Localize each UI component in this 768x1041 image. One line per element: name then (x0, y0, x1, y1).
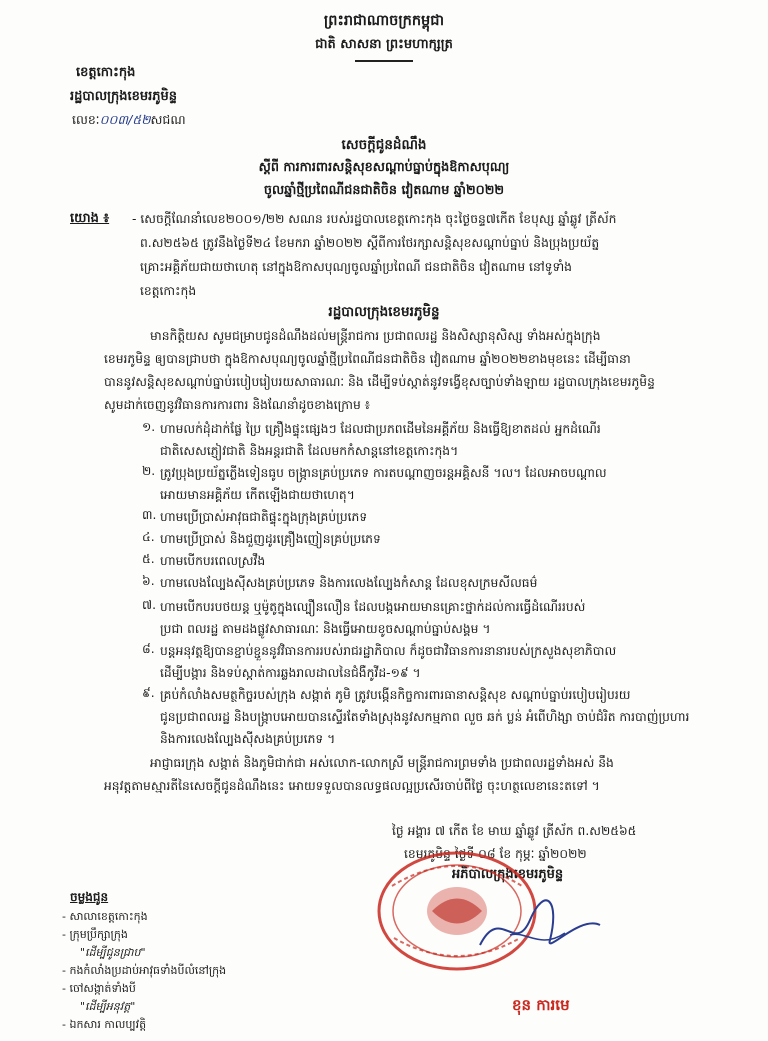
notice-title: សេចក្តីជូនដំណឹង (341, 137, 427, 153)
list-item (160, 506, 367, 528)
date-lunar: ថ្ងៃ អង្គារ ៧ កើត ខែ មាឃ ឆ្នាំឆ្លូវ ត្រីស័ក ព.ស២៥៦៥ (392, 824, 637, 838)
cc-item: "ដើម្បីជូនជ្រាប" (80, 946, 146, 959)
item-line: ហាមលក់ដុំដាក់ផ្លែ ប្រៃ គ្រឿងផ្ទុះផ្សេងៗ ដែលជាប្រភពដើមនៃអគ្គីភ័យ និងធ្វើឱ្យខាតដល់ អ្នកដំណើរ (160, 422, 601, 436)
intro-line-3: បាននូវសន្តិសុខសណ្តាប់ធ្នាប់របៀបរៀបរយសាធារណៈ និង ដើម្បីទប់ស្កាត់នូវទង្វើខុសច្បាប់ទាំងឡាយ រដ្ឋបាលក្រុងខេមរភូមិន្ទ (104, 375, 655, 389)
closing-line-1: អាជ្ញាធរក្រុង សង្កាត់ និងភូមិជាក់ជា អស់លោក-លោកស្រី មន្ត្រីរាជការព្រមទាំង ប្រជាពលរដ្ឋទាំងអស់ នឹង (150, 756, 614, 770)
item-line: ហាមប្រើប្រាស់អាវុធជាតិផ្ទុះក្នុងក្រុងគ្រប់ប្រភេទ (160, 510, 368, 524)
cc-item: - កងកំលាំងប្រដាប់អាវុធទាំងបីលំនៅក្រុង (62, 964, 227, 977)
ref-suffix: សជណ (150, 112, 186, 127)
item-number: ៩. (142, 686, 155, 700)
intro-line-2: ខេមរភូមិន្ទ ឲ្យបានជ្រាបថា ក្នុងឱកាសបុណ្យចូលឆ្នាំថ្មីប្រពៃណីជនជាតិចិន វៀតណាម ឆ្នាំ២០២២ខាងមុខនេះ ដើម្បីធានា (104, 352, 631, 366)
reference-line-1: - សេចក្តីណែនាំលេខ២០០១/២២ សណន របស់រដ្ឋបាលខេត្តកោះកុង ចុះថ្ងៃចន្ទ៧កើត ខែបុស្ស ឆ្នាំឆ្លូវ ត្រីស័ក (132, 212, 617, 226)
item-line: អោយមានអគ្គិភ័យ កើតឡើងជាយថាហេតុ។ (160, 488, 355, 502)
cc-item: - ចៅសង្កាត់ទាំងបី (62, 982, 136, 995)
kingdom-title: ព្រះរាជាណាចក្រកម្ពុជា (323, 13, 445, 29)
reference-line-3: គ្រោះអគ្គិភ័យជាយថាហេតុ នៅក្នុងឱកាសបុណ្យចូលឆ្នាំប្រពៃណី ជនជាតិចិន វៀតណាម នៅទូទាំង (140, 260, 572, 274)
reference-label: យោង ៖ (70, 211, 110, 226)
item-line: ត្រូវប្រុងប្រយ័ត្នភ្លើងទៀនធូប ចង្ក្រានគ្រប់ប្រភេទ ការតបណ្តាញចរន្តអគ្គិសនី ។ល។ ដែលអាចបណ្តាល (160, 466, 607, 480)
item-line: ជូនប្រជាពលរដ្ឋ និងបង្ក្រាបអោយបានស្ទើរតែទាំងស្រុងនូវសកម្មភាព លួច ឆក់ ប្លន់ អំពើហិង្សា ចាប់ជំរិត ការបាញ់ប្រហារ (160, 710, 690, 724)
list-item (160, 684, 689, 750)
reference-line-2: ព.ស២៥៦៥ ត្រូវនឹងថ្ងៃទី២៤ ខែមករា ឆ្នាំ២០២២ ស្តីពីការថែរក្សាសន្តិសុខសណ្តាប់ធ្នាប់ និងប្រុងប្រយ័ត្ន (140, 236, 600, 250)
item-line: ជាតិសេសភ្ញៀវជាតិ និងអន្តរជាតិ ដែលមកកំសាន្តនៅខេត្តកោះកុង។ (160, 444, 459, 458)
list-item (160, 596, 585, 640)
cc-item: - ឯកសារ កាលប្បវត្តិ (62, 1018, 147, 1031)
notice-subject-line2: ចូលឆ្នាំថ្មីប្រពៃណីជនជាតិចិន វៀតណាម ឆ្នាំ២០២២ (263, 183, 505, 198)
item-number: ៦. (142, 574, 155, 588)
list-item (160, 572, 537, 594)
list-item (160, 462, 607, 506)
list-item (160, 418, 601, 462)
signatory-name: ខុន ការមេ (512, 996, 570, 1014)
notice-subject-line1: ស្តីពី ការការពារសន្តិសុខសណ្តាប់ធ្នាប់ក្នុងឱកាសបុណ្យ (258, 160, 510, 175)
intro-line-1: មានកិត្តិយស សូមជម្រាបជូនដំណឹងដល់មន្ត្រីរាជការ ប្រជាពលរដ្ឋ និងសិស្សានុសិស្ស ទាំងអស់ក្នុងក្រុង (150, 329, 601, 343)
closing-line-2: អនុវត្តតាមស្មារតីនៃសេចក្តីជូនដំណឹងនេះ អោយទទួលបានលទ្ធផលល្អប្រសើរចាប់ពីថ្ងៃ ចុះហត្ថលេខានេះតទៅ ។ (104, 779, 600, 793)
item-line: ដើម្បីបង្ការ និងទប់ស្កាត់ការឆ្លងរាលដាលនៃជំងឺកូវីដ-១៩ ។ (160, 666, 421, 680)
cc-item: "ដើម្បីអនុវត្ត" (80, 1000, 136, 1013)
item-line: គ្រប់កំលាំងសមត្ថកិច្ចរបស់ក្រុង សង្កាត់ ភូមិ ត្រូវបង្កើនកិច្ចការពារធានាសន្តិសុខ សណ្តាប់ធ្នាប់របៀបរៀបរយ (160, 688, 631, 702)
item-number: ៤. (142, 530, 155, 544)
issuer-province: ខេត្តកោះកុង (76, 65, 136, 80)
header-ornament (355, 60, 413, 62)
item-number: ៣. (142, 508, 157, 522)
ref-number: ០០៣/៥២ (99, 112, 151, 127)
reference-line-4: ខេត្តកោះកុង (140, 284, 197, 298)
item-line: បន្តអនុវត្តឱ្យបានខ្ជាប់ខ្ជួននូវវិធានការរបស់រាជរដ្ឋាភិបាល ក៏ដូចជាវិធានការនានារបស់ក្រសួងសុខាភិបាល (160, 644, 617, 658)
cc-heading: ចម្លងជូន (70, 890, 109, 904)
cc-item: - សាលាខេត្តកោះកុង (62, 910, 148, 923)
list-item (160, 550, 265, 572)
item-number: ៥. (142, 552, 155, 566)
intro-line-4: សូមដាក់ចេញនូវវិធានការការពារ និងណែនាំដូចខាងក្រោម ៖ (104, 398, 371, 412)
handwritten-signature (470, 895, 610, 965)
item-line: ហាមលេងល្បែងស៊ីសងគ្រប់ប្រភេទ និងការលេងល្បែងកំសាន្ត ដែលខុសក្រមសីលធម៌ (160, 576, 538, 590)
section-heading: រដ្ឋបាលក្រុងខេមរភូមិន្ទ (328, 304, 440, 320)
item-number: ២. (142, 464, 156, 478)
list-item (160, 528, 381, 550)
item-number: ១. (142, 420, 156, 434)
item-number: ៧. (142, 598, 156, 612)
reference-number (72, 112, 186, 131)
item-line: និងការលេងល្បែងស៊ីសងគ្រប់ប្រភេទ ។ (160, 732, 336, 746)
item-number: ៨. (142, 642, 155, 656)
date-solar: ខេមរភូមិន្ទ ថ្ងៃទី ០៨ ខែ កុម្ភៈ ឆ្នាំ២០២២ (404, 847, 587, 861)
item-line: ហាមប្រើប្រាស់ និងជួញដូរគ្រឿងញៀនគ្រប់ប្រភេទ (160, 532, 381, 546)
national-motto: ជាតិ សាសនា ព្រះមហាក្សត្រ (315, 37, 453, 52)
ref-prefix: លេខៈ (72, 112, 100, 127)
item-line: ហាមបើកបរបថយន្ត ឬម៉ូតូក្នុងល្បឿនលឿន ដែលបង្កអោយមានគ្រោះថ្នាក់ដល់ការធ្វើដំណើររបស់ (160, 600, 586, 614)
signatory-office: អភិបាលក្រុងខេមរភូមិន្ទ (452, 867, 564, 882)
cc-item: - ក្រុមប្រឹក្សាក្រុង (62, 928, 128, 941)
item-line: ប្រជា ពលរដ្ឋ តាមដងផ្លូវសាធារណៈ និងធ្វើអោយខូចសណ្តាប់ធ្នាប់សង្គម ។ (160, 622, 491, 636)
item-line: ហាមបើកបរពេលស្រវឹង (160, 554, 266, 568)
list-item (160, 640, 616, 684)
issuer-city-admin: រដ្ឋបាលក្រុងខេមរភូមិន្ទ (70, 89, 178, 104)
